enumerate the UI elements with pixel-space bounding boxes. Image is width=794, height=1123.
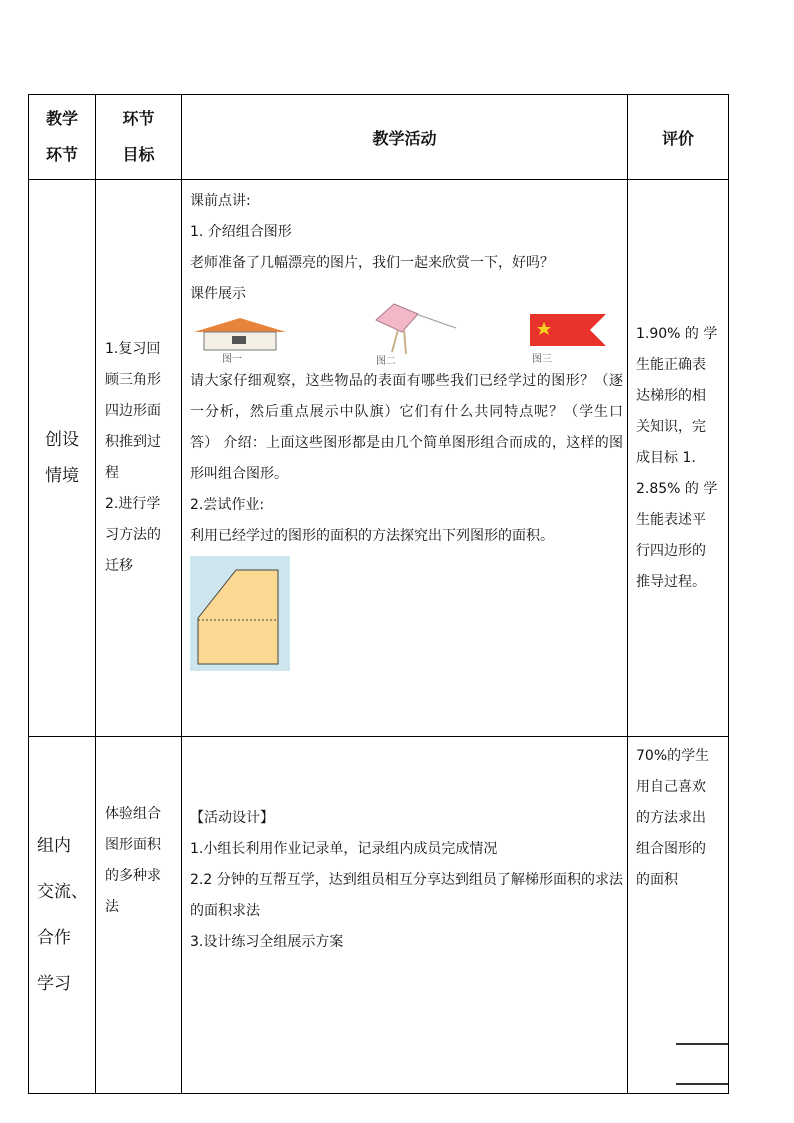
activity-cell bbox=[182, 180, 628, 737]
header-goal-line2: 目标 bbox=[122, 145, 155, 164]
stage-line: 情境 bbox=[45, 466, 79, 486]
activity-item1: 1. 介绍组合图形 bbox=[190, 224, 292, 240]
stage-line: 交流、 bbox=[37, 882, 88, 902]
flag-figure bbox=[528, 312, 608, 364]
goal-line: 习方法的 bbox=[105, 527, 161, 543]
evaluation-line: 行四边形的 bbox=[636, 542, 706, 559]
house-figure bbox=[192, 312, 288, 372]
stage-cell bbox=[29, 180, 96, 737]
evaluation-line: 组合图形的 bbox=[636, 841, 706, 857]
evaluation-line: 的面积 bbox=[636, 872, 678, 888]
evaluation-line: 生能表述平 bbox=[636, 511, 706, 528]
figure-label: 图二 bbox=[376, 356, 396, 367]
activity-cell bbox=[182, 737, 628, 1094]
activity-p3: 请大家仔细观察，这些物品的表面有哪些我们已经学过的图形？（逐一分析，然后重点展示中队旗）它们有什么共同特点呢？（学生口答） 介绍：上面这些图形都是由几个简单图形组合而成的，这样的图形叫组合图形。 bbox=[190, 373, 623, 482]
stage-line: 组内 bbox=[37, 836, 71, 856]
activity-intro: 课前点讲: bbox=[190, 193, 251, 209]
goal-line: 程 bbox=[105, 465, 119, 481]
evaluation-line: 推导过程。 bbox=[636, 573, 706, 590]
activity-item2: 2.尝试作业: bbox=[190, 497, 265, 513]
header-stage-line2: 环节 bbox=[45, 145, 78, 164]
decorative-rules bbox=[676, 1043, 728, 1085]
kite-figure bbox=[358, 302, 458, 372]
table-row bbox=[29, 737, 729, 1094]
evaluation-line: 用自己喜欢 bbox=[636, 779, 706, 795]
header-goal bbox=[96, 95, 182, 180]
evaluation-line: 1.90% 的 学 bbox=[636, 325, 718, 342]
goal-line: 迁移 bbox=[105, 558, 133, 574]
figure-strip bbox=[190, 312, 623, 367]
evaluation-line: 关知识，完 bbox=[636, 418, 706, 435]
header-row bbox=[29, 95, 729, 180]
composite-shape-figure bbox=[190, 556, 290, 671]
goal-line: 体验组合 bbox=[105, 806, 161, 822]
figure-label: 图一 bbox=[222, 354, 242, 365]
goal-line: 图形面积 bbox=[105, 837, 161, 853]
goal-line: 顾三角形 bbox=[105, 372, 161, 388]
activity-p4: 利用已经学过的图形的面积的方法探究出下列图形的面积。 bbox=[190, 528, 554, 544]
header-goal-line1: 环节 bbox=[122, 109, 155, 128]
header-activity: 教学活动 bbox=[182, 95, 628, 180]
goal-line: 的多种求 bbox=[105, 868, 161, 884]
goal-cell bbox=[96, 737, 182, 1094]
evaluation-line: 70%的学生 bbox=[636, 748, 710, 764]
rule-line bbox=[676, 1043, 728, 1045]
evaluation-cell bbox=[628, 737, 729, 1094]
activity-design-title: 【活动设计】 bbox=[190, 810, 274, 826]
goal-cell bbox=[96, 180, 182, 737]
goal-line: 1.复习回 bbox=[105, 341, 161, 357]
goal-line: 积推到过 bbox=[105, 434, 161, 450]
figure-label: 图三 bbox=[532, 354, 552, 365]
goal-line: 四边形面 bbox=[105, 403, 161, 419]
activity-p1: 老师准备了几幅漂亮的图片，我们一起来欣赏一下，好吗？ bbox=[190, 255, 554, 271]
activity-p2: 课件展示 bbox=[190, 286, 246, 302]
evaluation-line: 2.85% 的 学 bbox=[636, 480, 718, 497]
rule-line bbox=[676, 1083, 728, 1085]
stage-line: 学习 bbox=[37, 974, 71, 994]
stage-line: 创设 bbox=[45, 430, 79, 450]
evaluation-line: 的方法求出 bbox=[636, 810, 706, 826]
lesson-plan-table bbox=[28, 94, 729, 1094]
kite-icon bbox=[358, 302, 458, 360]
evaluation-line: 生能正确表 bbox=[636, 356, 706, 373]
evaluation-line: 达梯形的相 bbox=[636, 387, 706, 404]
activity-line: 3.设计练习全组展示方案 bbox=[190, 934, 344, 950]
evaluation-line: 成目标 1. bbox=[636, 449, 696, 466]
header-stage bbox=[29, 95, 96, 180]
stage-cell bbox=[29, 737, 96, 1094]
goal-line: 2.进行学 bbox=[105, 496, 161, 512]
composite-shape-icon bbox=[190, 556, 290, 671]
activity-line: 1.小组长利用作业记录单，记录组内成员完成情况 bbox=[190, 841, 498, 857]
table-row bbox=[29, 180, 729, 737]
activity-line: 2.2 分钟的互帮互学，达到组员相互分享达到组员了解梯形面积的求法的面积求法 bbox=[190, 872, 623, 919]
stage-line: 合作 bbox=[37, 928, 71, 948]
evaluation-cell bbox=[628, 180, 729, 737]
header-stage-line1: 教学 bbox=[45, 109, 78, 128]
header-evaluation: 评价 bbox=[628, 95, 729, 180]
goal-line: 法 bbox=[105, 899, 119, 915]
